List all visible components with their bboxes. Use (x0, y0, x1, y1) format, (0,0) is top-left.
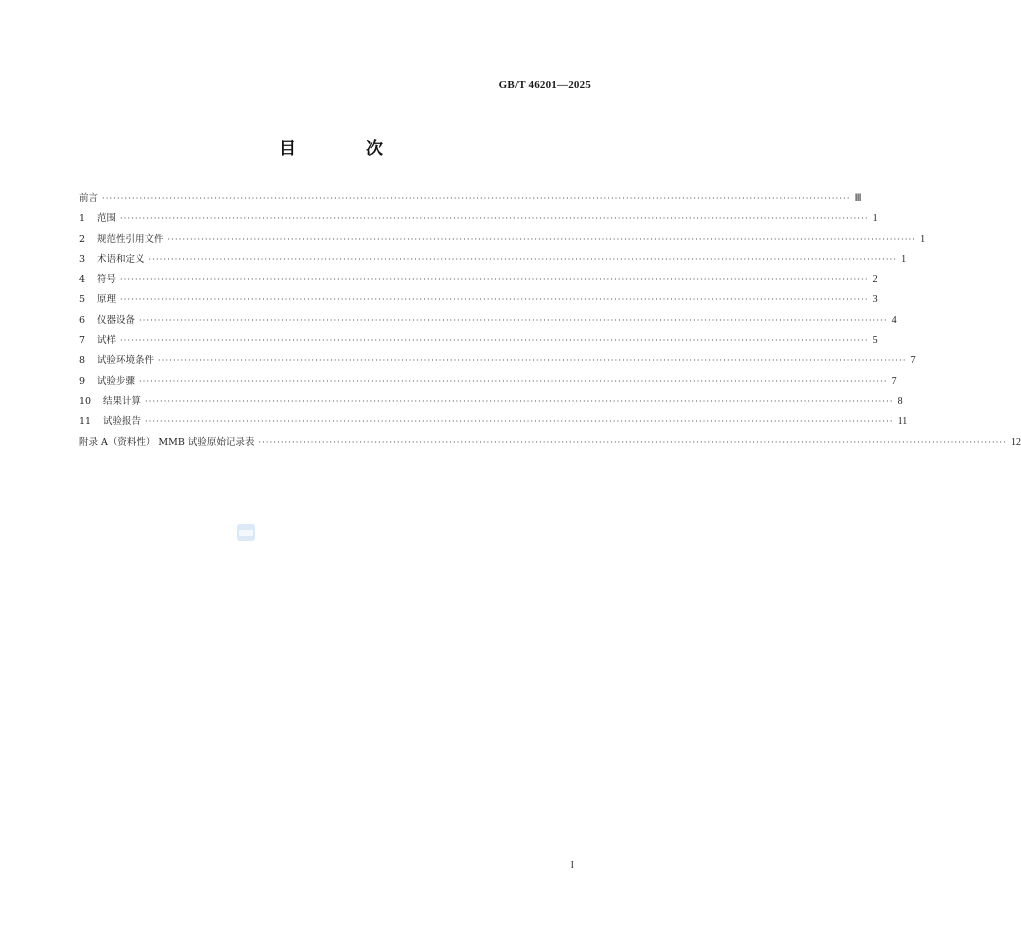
toc-entry-label: 试样 (97, 335, 117, 347)
toc-entry-label: 前言 (79, 193, 99, 204)
toc-entry-5[interactable] (79, 290, 878, 310)
toc-entry-label: 试验环境条件 (97, 355, 155, 367)
toc-entry-page: 7 (891, 375, 897, 387)
toc-entry-6[interactable] (79, 311, 897, 331)
toc-entry-label: 符号 (97, 274, 117, 286)
toc-entry-page: 8 (897, 395, 903, 407)
toc-entry-7[interactable] (79, 331, 878, 351)
toc-entry-number: 9 (79, 375, 86, 387)
toc-entry-9[interactable] (79, 372, 897, 392)
toc-entry-number: 3 (79, 253, 86, 265)
toc-leader-dots: ········································································································································································································ (102, 194, 851, 203)
toc-entry-page: 4 (891, 314, 897, 326)
toc-entry-page: 2 (872, 274, 878, 286)
table-of-contents (79, 189, 1021, 453)
toc-leader-dots: ········································································································································································································ (120, 275, 869, 285)
toc-entry-2[interactable] (79, 230, 926, 250)
toc-leader-dots: ········································································································································································································ (139, 315, 888, 325)
toc-entry-page: 12 (1010, 436, 1021, 448)
toc-entry-number: 8 (79, 355, 86, 367)
toc-leader-dots: ········································································································································································································ (120, 336, 869, 346)
page-title: 目 次 (279, 139, 415, 159)
toc-leader-dots: ········································································································································································································ (120, 295, 869, 305)
toc-entry-label: 术语和定义 (97, 253, 145, 265)
toc-leader-dots: ········································································································································································································ (120, 214, 869, 224)
toc-leader-dots: ········································································································································································································ (145, 417, 894, 427)
toc-leader-dots: ········································································································································································································ (167, 234, 917, 244)
toc-leader-dots: ········································································································································································································ (158, 356, 907, 366)
toc-entry-page: 5 (872, 335, 878, 347)
toc-entry-number: 7 (79, 335, 86, 347)
toc-entry-label: 范围 (97, 213, 117, 225)
toc-leader-dots: ········································································································································································································ (258, 437, 1007, 447)
toc-leader-dots: ········································································································································································································ (139, 376, 888, 386)
toc-entry-number: 5 (79, 294, 86, 306)
toc-entry-number: 2 (79, 233, 86, 245)
toc-entry-foreword[interactable] (79, 189, 862, 209)
toc-entry-label: 规范性引用文件 (97, 233, 164, 245)
toc-entry-label: 试验步骤 (97, 375, 136, 387)
standard-code: GB/T 46201—2025 (498, 79, 591, 91)
toc-entry-1[interactable] (79, 209, 878, 229)
toc-entry-number: 11 (79, 416, 92, 428)
toc-leader-dots: ········································································································································································································ (148, 254, 898, 264)
toc-entry-label: 仪器设备 (97, 314, 136, 326)
toc-entry-4[interactable] (79, 270, 878, 290)
toc-entry-page: 1 (872, 213, 878, 225)
toc-entry-10[interactable] (79, 392, 903, 412)
toc-entry-annex-a[interactable] (79, 433, 1021, 453)
toc-entry-number: 6 (79, 314, 86, 326)
toc-entry-page: 1 (920, 233, 926, 245)
toc-entry-page: 3 (872, 294, 878, 306)
toc-entry-label: 附录 A（资料性） MMB 试验原始记录表 (79, 436, 255, 448)
toc-entry-11[interactable] (79, 412, 908, 432)
toc-entry-number: 1 (79, 213, 86, 225)
toc-entry-number: 10 (79, 395, 92, 407)
toc-entry-label: 原理 (97, 294, 117, 306)
toc-entry-page: 11 (897, 416, 908, 428)
toc-entry-number: 4 (79, 274, 86, 286)
toc-entry-label: 试验报告 (103, 416, 142, 428)
toc-entry-page: 7 (910, 355, 916, 367)
toc-entry-page: 1 (901, 253, 907, 265)
toc-leader-dots: ········································································································································································································ (145, 396, 894, 406)
toc-entry-8[interactable] (79, 351, 916, 371)
watermark-logo-icon (239, 528, 253, 538)
toc-entry-3[interactable] (79, 250, 907, 270)
toc-entry-label: 结果计算 (103, 395, 142, 407)
page-number: I (570, 860, 574, 871)
toc-entry-page: Ⅲ (854, 193, 862, 204)
watermark-logo (237, 524, 255, 541)
